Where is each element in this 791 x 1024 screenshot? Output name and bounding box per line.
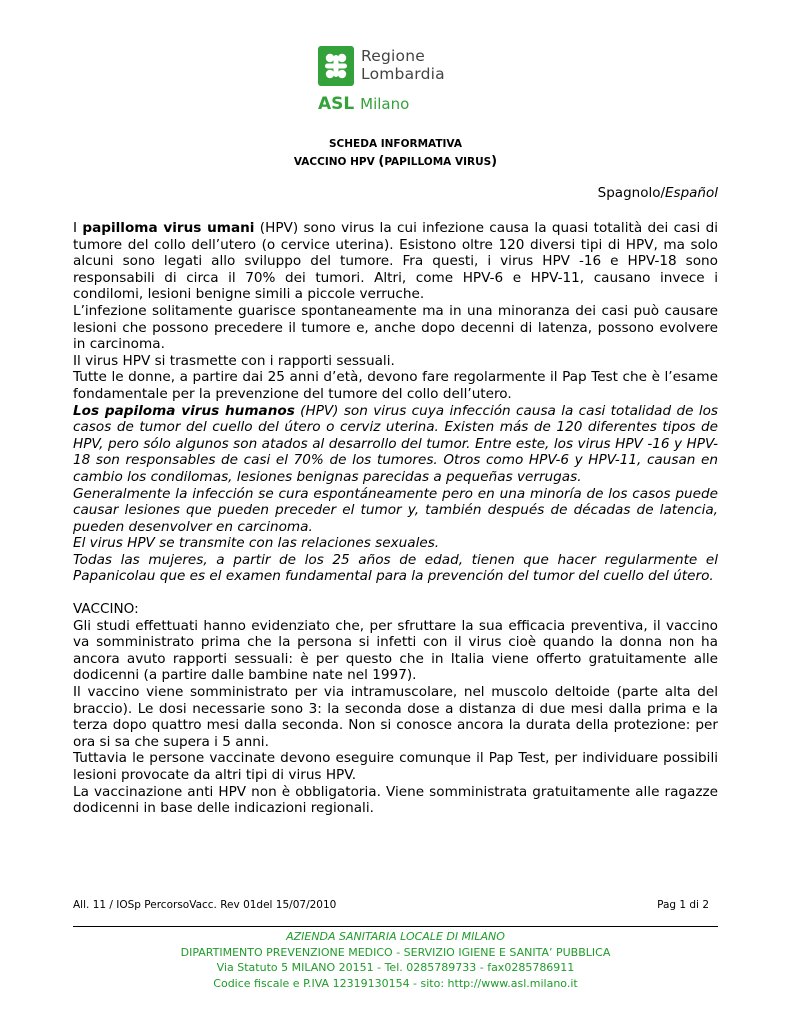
language-label <box>598 185 718 201</box>
spanish-p1-bold: Los papiloma virus humanos <box>73 402 295 419</box>
italian-paragraph-2: L’infezione solitamente guarisce spontaneamente ma in una minoranza dei casi può causare lesioni che possono precedere il tumore e, anche dopo decenni di latenza, possono evolvere in carcinoma. <box>73 302 718 353</box>
document-body <box>73 220 718 817</box>
vaccino-paragraph-1: Gli studi effettuati hanno evidenziato che, per sfruttare la sua efficacia preventiva, il vaccino va somministrato prima che la persona si infetti con il virus cioè quando la donna non ha ancora avuto rapporti sessuali: è per questo che in Italia viene offerto gratuitamente alle dodicenni (a partire dalle bambine nate nel 1997). <box>73 617 718 684</box>
italian-paragraph-1 <box>73 220 718 303</box>
italian-paragraph-3: Il virus HPV si trasmette con i rapporti sessuali. <box>73 352 395 369</box>
asl-city: Milano <box>360 95 410 113</box>
logo-wordmark <box>361 48 445 83</box>
italian-p1-bold: papilloma virus umani <box>82 220 255 236</box>
spanish-paragraph-1 <box>73 403 718 486</box>
regione-lombardia-logo <box>318 46 478 122</box>
heading-papilloma: PAPILLOMA VIRUS <box>384 156 492 168</box>
section-gap <box>73 585 718 601</box>
heading-paren-open: ( <box>378 154 385 169</box>
language-italian-name: Spagnolo/ <box>597 185 666 201</box>
document-heading-line1: SCHEDA INFORMATIVA <box>329 138 462 150</box>
asl-text: ASL <box>318 94 355 114</box>
italian-p1-rest: (HPV) sono virus la cui infezione causa la quasi totalità dei casi di tumore del collo dell’utero (o cervice uterina). Esistono oltre 120 diversi tipi di HPV, ma solo alcuni sono legati allo sviluppo del tumore. Fra questi, i virus HPV -16 e HPV-18 sono responsabili di circa il 70% dei tumori. Altri, come HPV-6 e HPV-11, causano invece i condilomi, lesioni benigne simili a piccole verruche. <box>73 220 718 303</box>
org-fiscal-site: Codice fiscale e P.IVA 12319130154 - sito: http://www.asl.milano.it <box>213 976 578 990</box>
language-spanish-name: Español <box>665 185 718 201</box>
heading-paren-close: ) <box>491 154 498 169</box>
org-name: AZIENDA SANITARIA LOCALE DI MILANO <box>286 930 505 943</box>
footer-document-reference: All. 11 / IOSp PercorsoVacc. Rev 01del 15/07/2010 <box>73 899 337 911</box>
italian-paragraph-4: Tutte le donne, a partire dai 25 anni d’età, devono fare regolarmente il Pap Test che è l’esame fondamentale per la prevenzione del tumore del collo dell’utero. <box>73 369 718 402</box>
org-department: DIPARTIMENTO PREVENZIONE MEDICO - SERVIZIO IGIENE E SANITA’ PUBBLICA <box>180 945 611 959</box>
vaccino-paragraph-3: Tuttavia le persone vaccinate devono eseguire comunque il Pap Test, per individuare possibili lesioni provocate da altri tipi di virus HPV. <box>73 750 718 783</box>
footer-divider <box>73 926 718 927</box>
footer-organization-block <box>0 929 791 991</box>
footer-page-number: Pag 1 di 2 <box>657 899 709 911</box>
asl-milano-label <box>318 94 409 114</box>
italian-p1-start: I <box>73 220 83 236</box>
logo-line-regione: Regione <box>361 47 425 65</box>
spanish-paragraph-2: Generalmente la infección se cura espontáneamente pero en una minoría de los casos puede causar lesiones que pueden preceder el tumor y, también después de décadas de latencia, pueden desenvolver en carcinoma. <box>73 485 718 535</box>
org-address: Via Statuto 5 MILANO 20151 - Tel. 0285789733 - fax0285786911 <box>216 961 575 974</box>
vaccino-paragraph-4: La vaccinazione anti HPV non è obbligatoria. Viene somministrata gratuitamente alle ragazze dodicenni in base delle indicazioni regionali. <box>73 783 718 817</box>
logo-line-lombardia: Lombardia <box>361 64 445 83</box>
heading-vaccino: VACCINO HPV <box>293 156 379 168</box>
lombardia-rose-icon <box>318 46 354 86</box>
spanish-p1-rest: (HPV) son virus cuya infección causa la casi totalidad de los casos de tumor del cuello del útero o cerviz uterina. Existen más de 120 diferentes tipos de HPV, pero sólo algunos son atados al desarrollo del tumor. Entre este, los virus HPV -16 y HPV-18 son responsables de casi el 70% de los tumores. Otros como HPV-6 y HPV-11, causan en cambio los condilomas, lesiones benignas parecidas a pequeñas verrugas. <box>73 402 718 485</box>
spanish-paragraph-3: El virus HPV se transmite con las relaciones sexuales. <box>73 535 440 552</box>
vaccino-section-title: VACCINO: <box>73 601 139 618</box>
vaccino-paragraph-2: Il vaccino viene somministrato per via intramuscolare, nel muscolo deltoide (parte alta del braccio). Le dosi necessarie sono 3: la seconda dose a distanza di due mesi dalla prima e la terza dopo quattro mesi dalla seconda. Non si conosce ancora la durata della protezione: per ora si sa che supera i 5 anni. <box>73 684 718 750</box>
spanish-paragraph-4: Todas las mujeres, a partir de los 25 años de edad, tienen que hacer regularmente el Papanicolau que es el examen fundamental para la prevención del tumor del cuello del útero. <box>73 551 718 585</box>
document-heading-line2 <box>0 152 791 172</box>
